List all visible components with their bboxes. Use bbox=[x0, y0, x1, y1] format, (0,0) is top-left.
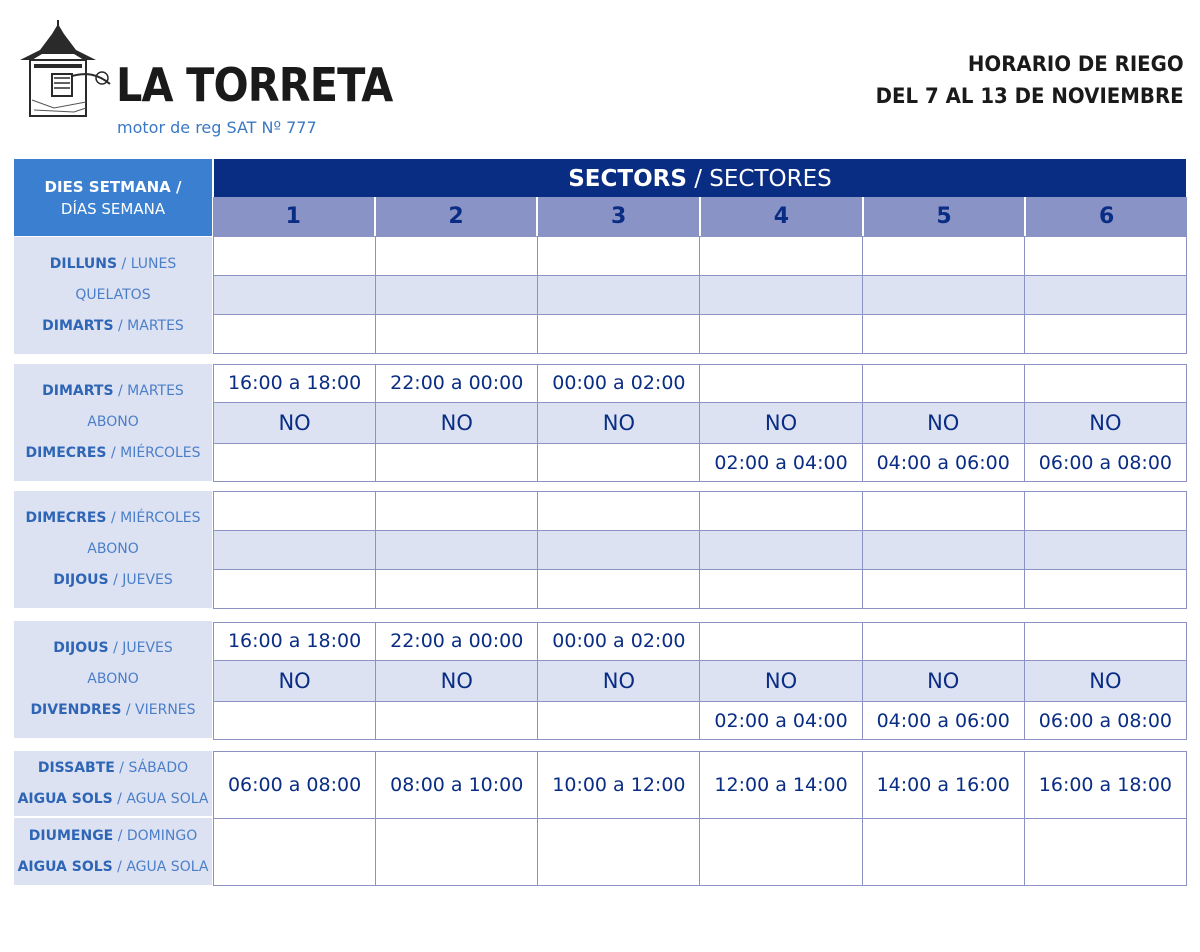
schedule-cell bbox=[376, 819, 538, 886]
schedule-cell bbox=[862, 570, 1024, 609]
schedule-cell: NO bbox=[538, 402, 700, 443]
sector-number: 2 bbox=[374, 197, 537, 236]
schedule-row bbox=[214, 752, 1187, 819]
schedule-block bbox=[213, 236, 1187, 354]
tower-icon bbox=[14, 20, 114, 120]
schedule-cell: NO bbox=[700, 660, 862, 701]
schedule-cell: 02:00 a 04:00 bbox=[700, 444, 862, 482]
schedule-cell bbox=[1024, 819, 1186, 886]
schedule-cell bbox=[862, 237, 1024, 276]
schedule-cell bbox=[700, 570, 862, 609]
schedule-row bbox=[214, 660, 1187, 701]
sectors-header-spanish: / SECTORES bbox=[686, 166, 832, 192]
weekend-schedule-block bbox=[213, 751, 1187, 886]
title-line-1: HORARIO DE RIEGO bbox=[968, 52, 1184, 76]
day-label: DIJOUS / JUEVES bbox=[53, 640, 173, 656]
schedule-cell bbox=[538, 492, 700, 531]
schedule-cell: NO bbox=[1024, 402, 1186, 443]
schedule-row bbox=[214, 531, 1187, 570]
sector-number-row bbox=[213, 197, 1187, 236]
schedule-cell bbox=[376, 531, 538, 570]
sectors-header-catalan: SECTORS bbox=[568, 166, 687, 192]
day-label: DIMECRES / MIÉRCOLES bbox=[25, 445, 201, 461]
day-label-block bbox=[14, 621, 212, 738]
schedule-cell bbox=[376, 237, 538, 276]
schedule-cell bbox=[700, 365, 862, 403]
day-label: DIMECRES / MIÉRCOLES bbox=[25, 510, 201, 526]
schedule-cell bbox=[538, 570, 700, 609]
schedule-cell bbox=[700, 531, 862, 570]
sector-number: 4 bbox=[699, 197, 862, 236]
schedule-cell bbox=[214, 444, 376, 482]
schedule-cell bbox=[214, 702, 376, 740]
brand-logo bbox=[14, 20, 393, 137]
schedule-cell bbox=[538, 276, 700, 315]
schedule-cell: NO bbox=[862, 660, 1024, 701]
schedule-cell bbox=[376, 702, 538, 740]
schedule-cell: 10:00 a 12:00 bbox=[538, 752, 700, 819]
day-label: DIVENDRES / VIERNES bbox=[30, 702, 196, 718]
schedule-cell: 00:00 a 02:00 bbox=[538, 623, 700, 661]
schedule-cell bbox=[862, 531, 1024, 570]
saturday-label bbox=[14, 751, 212, 816]
schedule-cell bbox=[862, 819, 1024, 886]
schedule-cell bbox=[1024, 365, 1186, 403]
schedule-cell bbox=[700, 276, 862, 315]
schedule-cell bbox=[214, 531, 376, 570]
schedule-cell bbox=[700, 819, 862, 886]
schedule-cell: 16:00 a 18:00 bbox=[214, 365, 376, 403]
schedule-row bbox=[214, 702, 1187, 740]
day-label-block bbox=[14, 237, 212, 354]
day-label: DIMARTS / MARTES bbox=[42, 318, 184, 334]
schedule-cell bbox=[376, 276, 538, 315]
schedule-cell bbox=[214, 570, 376, 609]
schedule-block bbox=[213, 364, 1187, 482]
schedule-cell bbox=[538, 531, 700, 570]
schedule-cell bbox=[214, 492, 376, 531]
schedule-cell bbox=[538, 702, 700, 740]
schedule-row bbox=[214, 570, 1187, 609]
schedule-row bbox=[214, 492, 1187, 531]
day-label: QUELATOS bbox=[75, 287, 151, 303]
schedule-cell bbox=[862, 315, 1024, 354]
schedule-cell bbox=[214, 315, 376, 354]
sectors-header bbox=[214, 159, 1186, 197]
schedule-cell bbox=[1024, 237, 1186, 276]
schedule-row bbox=[214, 402, 1187, 443]
schedule-cell: 06:00 a 08:00 bbox=[214, 752, 376, 819]
day-label: DIUMENGE / DOMINGO bbox=[28, 827, 198, 844]
sector-number: 3 bbox=[536, 197, 699, 236]
schedule-cell: NO bbox=[214, 402, 376, 443]
schedule-block bbox=[213, 491, 1187, 609]
schedule-cell bbox=[862, 365, 1024, 403]
days-header-catalan: DIES SETMANA / bbox=[44, 177, 182, 196]
day-label: ABONO bbox=[87, 414, 139, 430]
schedule-cell bbox=[376, 315, 538, 354]
schedule-cell bbox=[1024, 492, 1186, 531]
schedule-cell bbox=[376, 492, 538, 531]
days-header-spanish: DÍAS SEMANA bbox=[60, 199, 166, 218]
day-label: DIJOUS / JUEVES bbox=[53, 572, 173, 588]
day-label: ABONO bbox=[87, 671, 139, 687]
schedule-cell: 08:00 a 10:00 bbox=[376, 752, 538, 819]
day-label: DILLUNS / LUNES bbox=[49, 256, 177, 272]
schedule-row bbox=[214, 365, 1187, 403]
schedule-cell: NO bbox=[376, 660, 538, 701]
schedule-cell bbox=[700, 623, 862, 661]
schedule-cell: NO bbox=[1024, 660, 1186, 701]
sector-number: 6 bbox=[1024, 197, 1187, 236]
schedule-row bbox=[214, 623, 1187, 661]
schedule-cell bbox=[376, 570, 538, 609]
schedule-cell: 02:00 a 04:00 bbox=[700, 702, 862, 740]
sector-number: 5 bbox=[862, 197, 1025, 236]
schedule-row bbox=[214, 819, 1187, 886]
schedule-cell bbox=[538, 237, 700, 276]
schedule-cell: 14:00 a 16:00 bbox=[862, 752, 1024, 819]
schedule-cell bbox=[376, 444, 538, 482]
schedule-cell bbox=[862, 623, 1024, 661]
schedule-row bbox=[214, 276, 1187, 315]
day-label: DIMARTS / MARTES bbox=[42, 383, 184, 399]
schedule-block bbox=[213, 622, 1187, 740]
day-label: AIGUA SOLS / AGUA SOLA bbox=[17, 790, 209, 807]
schedule-cell bbox=[700, 237, 862, 276]
schedule-cell bbox=[1024, 623, 1186, 661]
schedule-cell bbox=[538, 819, 700, 886]
schedule-cell: 06:00 a 08:00 bbox=[1024, 444, 1186, 482]
schedule-cell: 12:00 a 14:00 bbox=[700, 752, 862, 819]
schedule-cell bbox=[1024, 315, 1186, 354]
day-label-block bbox=[14, 491, 212, 608]
schedule-row bbox=[214, 444, 1187, 482]
schedule-cell bbox=[700, 315, 862, 354]
schedule-cell: 00:00 a 02:00 bbox=[538, 365, 700, 403]
schedule-cell: NO bbox=[700, 402, 862, 443]
schedule-cell: 22:00 a 00:00 bbox=[376, 365, 538, 403]
schedule-cell: 04:00 a 06:00 bbox=[862, 444, 1024, 482]
schedule-cell bbox=[214, 276, 376, 315]
schedule-cell: NO bbox=[862, 402, 1024, 443]
schedule-cell: 04:00 a 06:00 bbox=[862, 702, 1024, 740]
title-line-2: DEL 7 AL 13 DE NOVIEMBRE bbox=[876, 84, 1184, 108]
schedule-cell: 16:00 a 18:00 bbox=[214, 623, 376, 661]
schedule-cell bbox=[1024, 570, 1186, 609]
days-header bbox=[14, 159, 212, 236]
sunday-label bbox=[14, 818, 212, 885]
brand-subtitle: motor de reg SAT Nº 777 bbox=[117, 118, 317, 137]
schedule-row bbox=[214, 237, 1187, 276]
page-title bbox=[856, 48, 1184, 112]
schedule-cell bbox=[1024, 531, 1186, 570]
day-label: DISSABTE / SÁBADO bbox=[37, 759, 189, 776]
schedule-cell: 06:00 a 08:00 bbox=[1024, 702, 1186, 740]
schedule-cell bbox=[1024, 276, 1186, 315]
schedule-cell bbox=[214, 237, 376, 276]
schedule-cell bbox=[538, 315, 700, 354]
day-label: AIGUA SOLS / AGUA SOLA bbox=[17, 858, 209, 875]
schedule-cell bbox=[214, 819, 376, 886]
schedule-cell: 22:00 a 00:00 bbox=[376, 623, 538, 661]
schedule-cell bbox=[862, 276, 1024, 315]
schedule-cell: NO bbox=[538, 660, 700, 701]
schedule-cell: 16:00 a 18:00 bbox=[1024, 752, 1186, 819]
schedule-cell bbox=[862, 492, 1024, 531]
day-label: ABONO bbox=[87, 541, 139, 557]
day-label-block bbox=[14, 364, 212, 481]
schedule-cell bbox=[538, 444, 700, 482]
sector-number: 1 bbox=[213, 197, 374, 236]
brand-name: LA TORRETA bbox=[116, 58, 393, 112]
schedule-row bbox=[214, 315, 1187, 354]
schedule-cell: NO bbox=[376, 402, 538, 443]
schedule-cell: NO bbox=[214, 660, 376, 701]
schedule-cell bbox=[700, 492, 862, 531]
